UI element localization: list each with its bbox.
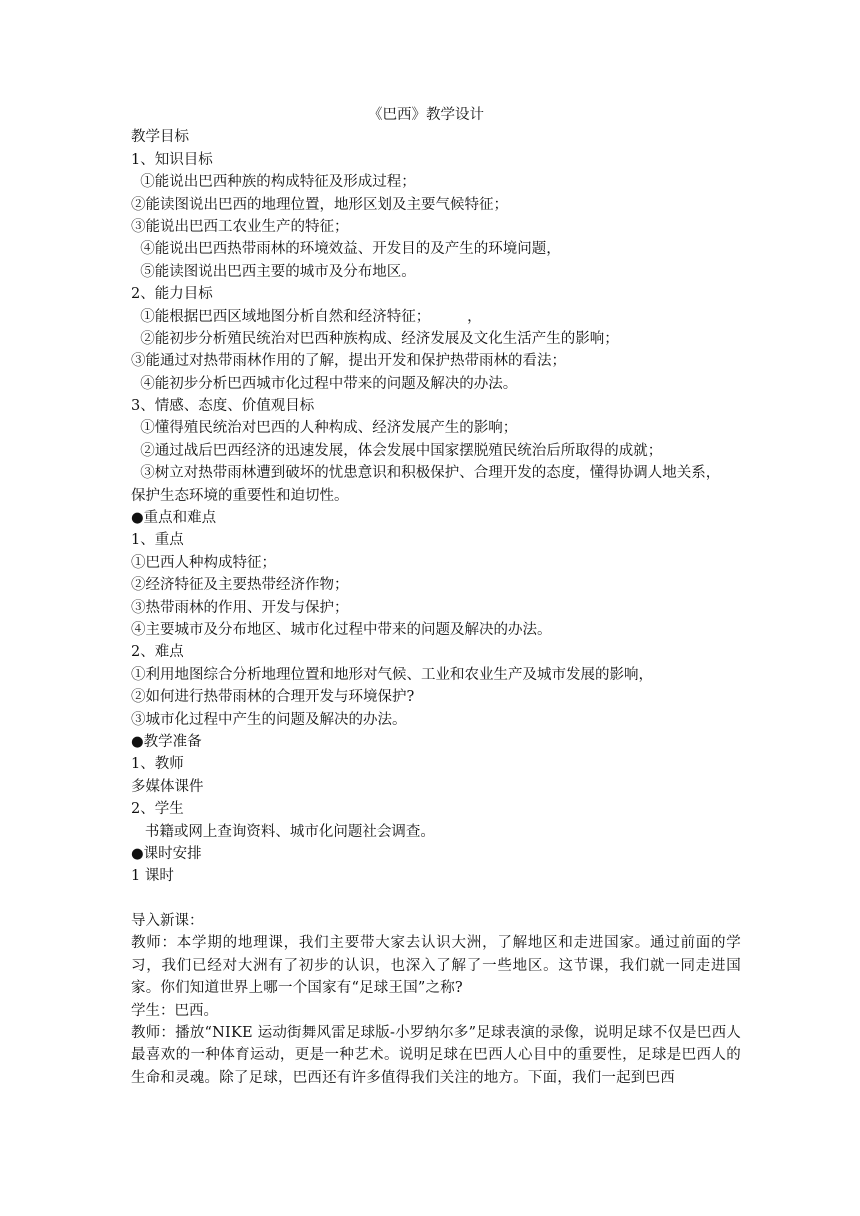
section-heading: 教学目标 (131, 129, 189, 146)
subsection-heading: 3、情感、态度、价值观目标 (131, 398, 315, 415)
list-item: ②如何进行热带雨林的合理开发与环境保护? (131, 689, 415, 706)
list-item: ③能说出巴西工农业生产的特征； (131, 218, 349, 235)
intro-heading: 导入新课： (131, 913, 204, 930)
subsection-heading: 1、重点 (131, 532, 184, 549)
list-item: ④主要城市及分布地区、城市化过程中带来的问题及解决的办法。 (131, 621, 552, 638)
list-item: ④能初步分析巴西城市化过程中带来的问题及解决的办法。 (131, 375, 518, 392)
section-heading: ●教学准备 (131, 733, 202, 750)
teacher-paragraph: 教师：本学期的地理课，我们主要带大家去认识大洲，了解地区和走进国家。通过前面的学习，我们已经对大洲有了初步的认识，也深入了解了一些地区。这节课，我们就一同走进国家。你们知道世界上哪一个国家有“足球王国”之称? (131, 935, 741, 997)
list-item-continuation: 保护生态环境的重要性和迫切性。 (131, 487, 349, 504)
document-body (131, 104, 741, 1089)
section-heading: ●重点和难点 (131, 510, 217, 527)
list-item: ①能根据巴西区域地图分析自然和经济特征； ， (131, 308, 482, 325)
subsection-heading: 1、知识目标 (131, 151, 213, 168)
section-heading: ●课时安排 (131, 845, 202, 862)
list-item: ②通过战后巴西经济的迅速发展，体会发展中国家摆脱殖民统治后所取得的成就； (131, 442, 663, 459)
list-item: ②能读图说出巴西的地理位置，地形区划及主要气候特征； (131, 196, 508, 213)
list-item: ①巴西人种构成特征； (131, 554, 276, 571)
subsection-heading: 2、学生 (131, 801, 184, 818)
list-item: ①利用地图综合分析地理位置和地形对气候、工业和农业生产及城市发展的影响， (131, 666, 653, 683)
list-item: ③城市化过程中产生的问题及解决的办法。 (131, 711, 407, 728)
list-item: ①懂得殖民统治对巴西的人种构成、经济发展产生的影响； (131, 420, 518, 437)
list-item: ③热带雨林的作用、开发与保护； (131, 599, 349, 616)
blank-line (131, 888, 741, 910)
list-item: ②能初步分析殖民统治对巴西种族构成、经济发展及文化生活产生的影响； (131, 330, 619, 347)
subsection-heading: 1、教师 (131, 756, 184, 773)
body-text: 1 课时 (131, 868, 174, 885)
list-item: ⑤能读图说出巴西主要的城市及分布地区。 (131, 263, 416, 280)
subsection-heading: 2、能力目标 (131, 286, 213, 303)
list-item: ③树立对热带雨林遭到破坏的忧患意识和积极保护、合理开发的态度，懂得协调人地关系， (131, 465, 721, 482)
body-text: 多媒体课件 (131, 778, 204, 795)
list-item: ④能说出巴西热带雨林的环境效益、开发目的及产生的环境问题， (131, 241, 561, 258)
document-title: 《巴西》教学设计 (368, 107, 484, 123)
body-text: 书籍或网上查询资料、城市化问题社会调查。 (131, 823, 435, 840)
student-answer: 学生：巴西。 (131, 1002, 218, 1019)
subsection-heading: 2、难点 (131, 644, 184, 661)
teacher-paragraph: 教师：播放“NIKE 运动街舞风雷足球版-小罗纳尔多”足球表演的录像，说明足球不仅是巴西人最喜欢的一种体育运动，更是一种艺术。说明足球在巴西人心目中的重要性，足球是巴西人的生命和灵魂。除了足球，巴西还有许多值得我们关注的地方。下面，我们一起到巴西 (131, 1025, 741, 1086)
list-item: ③能通过对热带雨林作用的了解，提出开发和保护热带雨林的看法； (131, 353, 566, 370)
list-item: ①能说出巴西种族的构成特征及形成过程； (131, 174, 416, 191)
list-item: ②经济特征及主要热带经济作物； (131, 577, 349, 594)
